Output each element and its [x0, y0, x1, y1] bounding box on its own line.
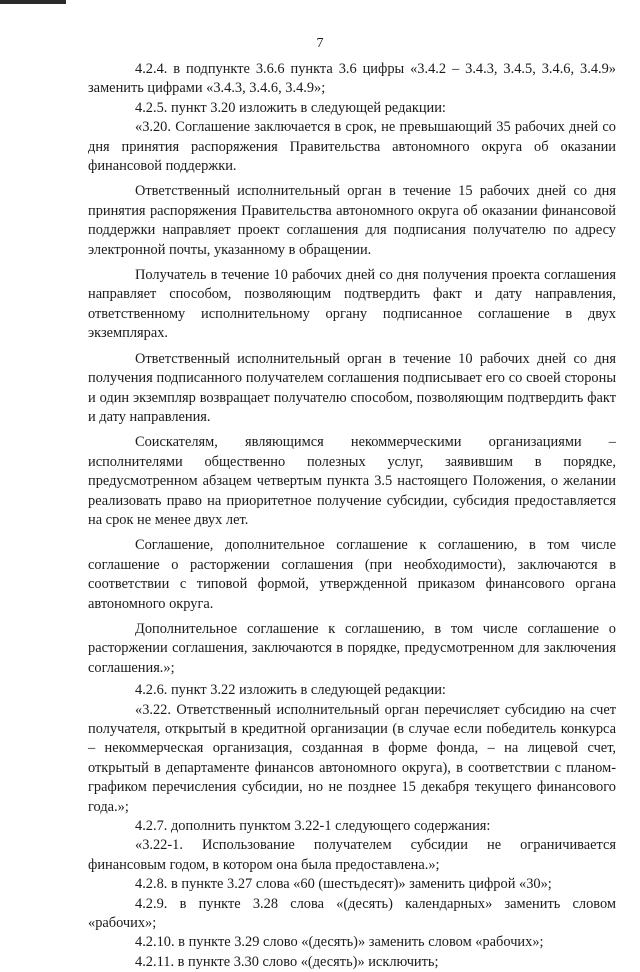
paragraph-4-2-11: 4.2.11. в пункте 3.30 слово «(десять)» исключить;: [135, 953, 439, 970]
document-body: [88, 60, 616, 972]
paragraph-4-2-7: 4.2.7. дополнить пунктом 3.22-1 следующего содержания:: [135, 818, 491, 835]
scan-corner-mark: [0, 0, 66, 4]
paragraph-3-20-signing: Ответственный исполнительный орган в течение 10 рабочих дней со дня получения подписанного получателем соглашения подписывает его со своей стороны и один экземпляр возвращает получателю способом, позволяющим подтвердить факт и дату направления.: [88, 350, 616, 425]
paragraph-3-20-draft-sending: Ответственный исполнительный орган в течение 15 рабочих дней со дня принятия распоряжения Правительства автономного округа об оказании финансовой поддержки направляет проект соглашения для подписания получателю по адресу электронной почты, указанному в обращении.: [88, 183, 616, 258]
paragraph-4-2-9: 4.2.9. в пункте 3.28 слова «(десять) календарных» заменить словом «рабочих»;: [88, 895, 616, 932]
paragraph-3-20-standard-form: Соглашение, дополнительное соглашение к соглашению, в том числе соглашение о расторжении соглашения (при необходимости), заключаются в соответствии с типовой формой, утвержденной приказом финансового органа автономного округа.: [88, 537, 616, 612]
paragraph-4-2-5: 4.2.5. пункт 3.20 изложить в следующей редакции:: [135, 99, 446, 116]
paragraph-3-22: «3.22. Ответственный исполнительный орган перечисляет субсидию на счет получателя, открытый в кредитной организации (в случае если победитель конкурса – некоммерческая организация, созданная в форме фонда, – на лицевой счет, открытый в департаменте финансов автономного округа), в соответствии с планом-графиком перечисления субсидии, но не позднее 15 декабря текущего финансового года.»;: [88, 701, 616, 815]
paragraph-4-2-8: 4.2.8. в пункте 3.27 слова «60 (шестьдесят)» заменить цифрой «30»;: [135, 876, 552, 893]
paragraph-3-20-priority-applicants: Соискателям, являющимся некоммерческими организациями – исполнителями общественно полезных услуг, заявившим в порядке, предусмотренном абзацем четвертым пункта 3.5 настоящего Положения, о желании реализовать право на приоритетное получение субсидии, субсидия предоставляется на срок не менее двух лет.: [88, 434, 616, 528]
paragraph-4-2-10: 4.2.10. в пункте 3.29 слово «(десять)» заменить словом «рабочих»;: [135, 934, 544, 951]
paragraph-4-2-6: 4.2.6. пункт 3.22 изложить в следующей редакции:: [135, 682, 446, 699]
paragraph-3-20-intro: «3.20. Соглашение заключается в срок, не превышающий 35 рабочих дней со дня принятия распоряжения Правительства автономного округа об оказании финансовой поддержки.: [88, 119, 616, 175]
paragraph-3-20-recipient-return: Получатель в течение 10 рабочих дней со дня получения проекта соглашения направляет способом, позволяющим подтвердить факт и дату направления, ответственному исполнительному органу подписанное соглашение в двух экземплярах.: [88, 267, 616, 342]
paragraph-3-20-additional-agreement: Дополнительное соглашение к соглашению, в том числе соглашение о расторжении соглашения, заключаются в порядке, предусмотренном для заключения соглашения.»;: [88, 620, 616, 676]
paragraph-3-22-1: «3.22-1. Использование получателем субсидии не ограничивается финансовым годом, в котором она была предоставлена.»;: [88, 837, 616, 873]
page-number: 7: [316, 36, 324, 51]
paragraph-4-2-4: 4.2.4. в подпункте 3.6.6 пункта 3.6 цифры «3.4.2 – 3.4.3, 3.4.5, 3.4.6, 3.4.9» заменить цифрами «3.4.3, 3.4.6, 3.4.9»;: [88, 61, 616, 97]
